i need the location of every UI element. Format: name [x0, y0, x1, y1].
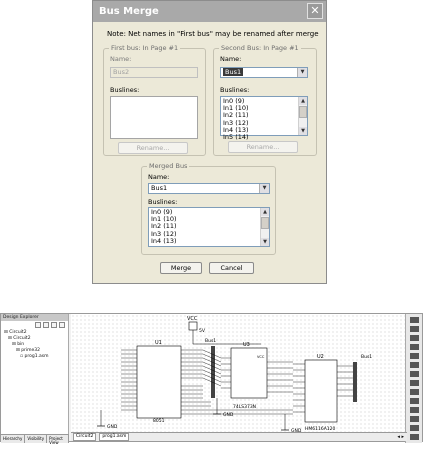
list-item[interactable]: In2 (11): [151, 222, 177, 231]
list-item[interactable]: In0 (9): [223, 97, 245, 105]
u1-ref: U1: [155, 340, 162, 346]
second-bus-rename-button[interactable]: Rename...: [228, 141, 298, 153]
first-bus-name-field[interactable]: Bus2: [110, 67, 198, 78]
vcc-value: 5V: [199, 329, 205, 334]
chevron-down-icon[interactable]: ▼: [297, 68, 307, 77]
tool-icon[interactable]: [410, 407, 419, 413]
new-icon[interactable]: [35, 322, 41, 328]
second-bus-group-label: Second Bus: In Page #1: [221, 44, 299, 52]
first-bus-group: [103, 44, 206, 156]
dialog-title: Bus Merge: [99, 6, 159, 17]
merged-bus-buslines-label: Buslines:: [148, 198, 178, 206]
tool-icon[interactable]: [410, 425, 419, 431]
list-item[interactable]: In4 (13): [151, 236, 177, 245]
list-item[interactable]: In3 (12): [151, 229, 177, 238]
tree-item[interactable]: ⊟ prime32: [16, 348, 41, 353]
tree-item[interactable]: ⊟ Circuit2: [4, 330, 27, 335]
schematic-ide: [0, 313, 423, 445]
close-icon[interactable]: ✕: [307, 3, 323, 19]
scroll-down-icon[interactable]: ▼: [261, 238, 269, 246]
panel-title: Design Explorer: [1, 314, 68, 321]
tool-icon[interactable]: [410, 353, 419, 359]
tree-item[interactable]: ⊟ Circuit2: [8, 336, 31, 341]
tab-project-view[interactable]: Project View: [47, 435, 69, 443]
page-tab-bar: [71, 432, 407, 441]
panel-toolbar: [1, 321, 68, 330]
bus-right[interactable]: [353, 362, 357, 402]
second-bus-buslines-label: Buslines:: [220, 86, 250, 94]
first-bus-rename-button[interactable]: Rename...: [118, 142, 188, 154]
tool-icon[interactable]: [410, 335, 419, 341]
bus-merge-dialog: [92, 0, 327, 284]
list-item[interactable]: In4 (13): [223, 125, 249, 134]
u3-ref: U3: [243, 342, 250, 348]
scroll-up-icon[interactable]: ▲: [261, 208, 269, 216]
list-item[interactable]: In1 (10): [151, 215, 177, 224]
tool-icon[interactable]: [410, 362, 419, 368]
u2-chip[interactable]: [305, 360, 337, 422]
tool-icon[interactable]: [410, 317, 419, 323]
tree-item[interactable]: ⊟ bin: [12, 342, 25, 347]
schematic-canvas[interactable]: [71, 314, 405, 434]
tool-icon[interactable]: [410, 344, 419, 350]
u2-part: HM6116A120: [305, 427, 336, 432]
merged-bus-buslines-list[interactable]: [148, 207, 270, 247]
first-bus-name-label: Name:: [110, 55, 132, 63]
bus-left-label: Bus1: [205, 339, 217, 344]
delete-icon[interactable]: [59, 322, 65, 328]
tool-icon[interactable]: [410, 326, 419, 332]
tool-icon[interactable]: [410, 371, 419, 377]
tool-icon[interactable]: [410, 416, 419, 422]
list-item[interactable]: In5 (14): [223, 133, 249, 142]
merge-note: Note: Net names in "First bus" may be renamed after merge: [107, 30, 319, 38]
tab-nav-arrows[interactable]: ◂ ▸: [397, 434, 404, 440]
cancel-button[interactable]: Cancel: [209, 262, 254, 274]
project-tree: [1, 330, 68, 360]
tab-circuit2[interactable]: Circuit2: [73, 433, 96, 441]
merged-bus-group: [141, 162, 276, 255]
second-bus-name-value: Bus1: [225, 68, 242, 76]
properties-icon[interactable]: [51, 322, 57, 328]
gnd-label-1: GND: [107, 425, 118, 430]
merged-bus-scrollbar[interactable]: [260, 208, 269, 246]
first-bus-buslines-label: Buslines:: [110, 86, 140, 94]
tab-prog1-asm[interactable]: prog1.asm: [99, 433, 129, 441]
first-bus-group-label: First bus: In Page #1: [111, 44, 179, 52]
u1-chip[interactable]: [137, 346, 181, 418]
u1-part: 8051: [153, 419, 165, 424]
merge-button[interactable]: Merge: [160, 262, 202, 274]
u2-ref: U2: [317, 354, 324, 360]
component-toolbar: [405, 314, 422, 443]
tool-icon[interactable]: [410, 398, 419, 404]
second-bus-buslines-list[interactable]: [220, 96, 308, 142]
schematic-drawing: [71, 314, 405, 434]
u3-part: 74LS373N: [233, 405, 257, 410]
second-bus-group: [213, 44, 317, 156]
list-item[interactable]: In1 (10): [223, 104, 249, 113]
merged-bus-group-label: Merged Bus: [149, 162, 188, 170]
tab-visibility[interactable]: Visibility: [25, 435, 47, 443]
tab-hierarchy[interactable]: Hierarchy: [1, 435, 25, 443]
merged-bus-name-value: Bus1: [151, 184, 168, 192]
panel-tabs: [1, 434, 69, 443]
first-bus-buslines-list[interactable]: [110, 96, 198, 139]
tool-icon[interactable]: [410, 434, 419, 440]
add-icon[interactable]: [43, 322, 49, 328]
merged-bus-name-select[interactable]: [148, 183, 270, 194]
u3-vcc-pin: VCC: [257, 355, 265, 359]
list-item[interactable]: In0 (9): [151, 208, 173, 216]
tool-icon[interactable]: [410, 389, 419, 395]
scroll-thumb[interactable]: [299, 106, 307, 118]
vcc-label: VCC: [187, 316, 198, 322]
second-bus-name-select[interactable]: [220, 67, 308, 78]
bus-right-label: Bus1: [361, 355, 373, 360]
scroll-up-icon[interactable]: ▲: [299, 97, 307, 105]
design-explorer-panel: [1, 314, 69, 443]
second-bus-scrollbar[interactable]: [298, 97, 307, 135]
tool-icon[interactable]: [410, 380, 419, 386]
dialog-titlebar[interactable]: [93, 1, 326, 22]
scroll-down-icon[interactable]: ▼: [299, 127, 307, 135]
scroll-thumb[interactable]: [261, 217, 269, 229]
chevron-down-icon[interactable]: ▼: [259, 184, 269, 193]
list-item[interactable]: In3 (12): [223, 118, 249, 127]
merged-bus-name-label: Name:: [148, 173, 170, 181]
gnd-label-2: GND: [223, 413, 234, 418]
tree-item[interactable]: ▫ prog1.asm: [20, 354, 49, 359]
second-bus-name-label: Name:: [220, 55, 242, 63]
vcc-source-icon: [189, 322, 197, 330]
list-item[interactable]: In2 (11): [223, 111, 249, 120]
